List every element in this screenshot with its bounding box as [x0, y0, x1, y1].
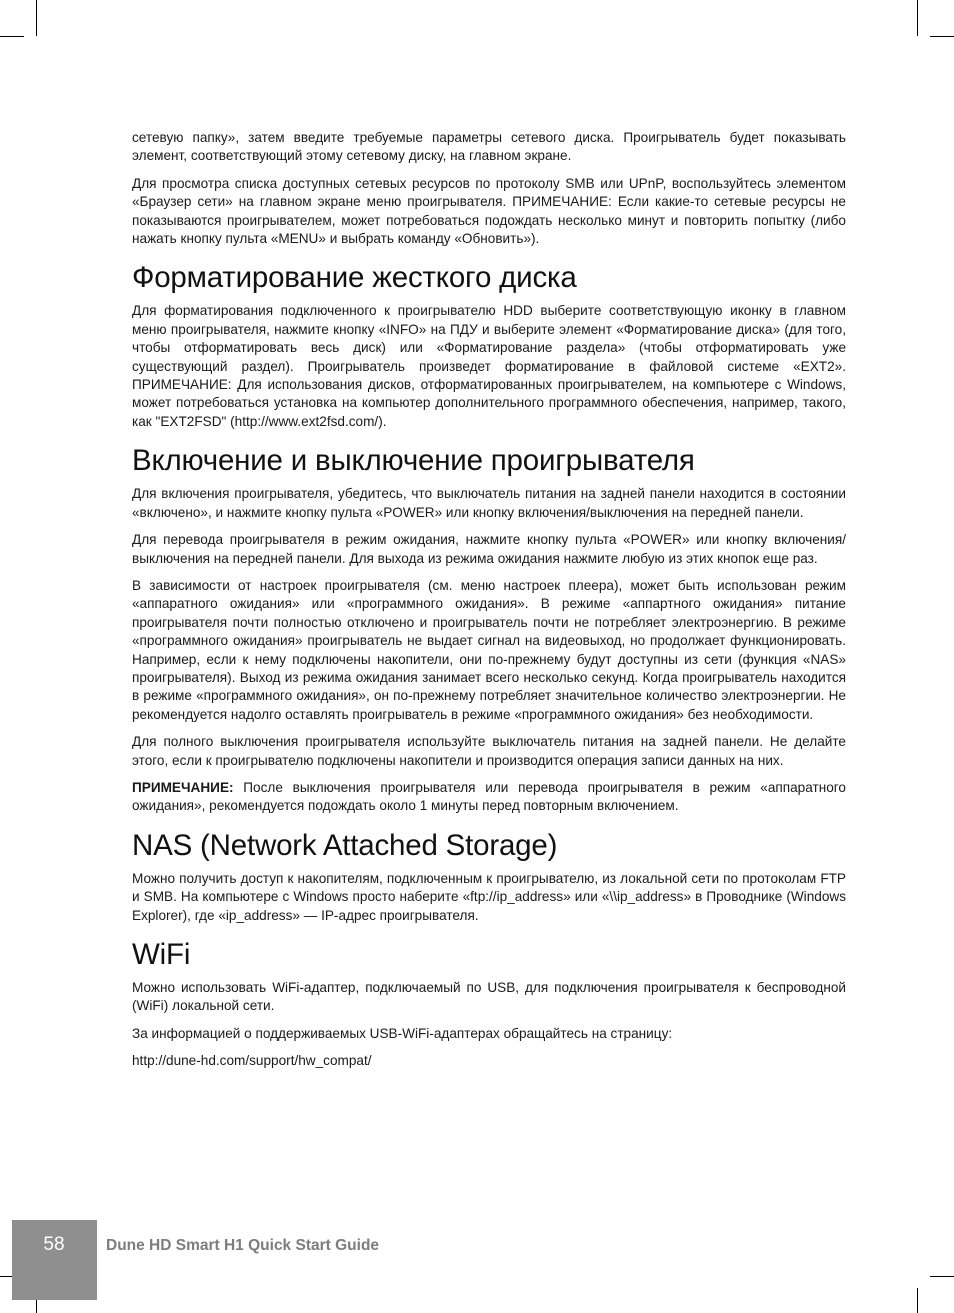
section-heading-nas: NAS (Network Attached Storage) [132, 828, 558, 862]
page-content [132, 129, 846, 1080]
paragraph: Можно получить доступ к накопителям, подключенным к проигрывателю, из локальной сети по протоколам FTP и SMB. На компьютере с Windows просто наберите «ftp://ip_address» или «\\ip_address» в Проводнике (Windows Explorer), где «ip_address» — IP-адрес проигрывателя. [132, 870, 846, 923]
note-label: ПРИМЕЧАНИЕ: [132, 779, 234, 795]
paragraph: За информацией о поддерживаемых USB-WiFi-адаптерах обращайтесь на страницу: [132, 1025, 673, 1041]
paragraph: сетевую папку», затем введите требуемые параметры сетевого диска. Проигрыватель будет показывать элемент, соответствующий этому сетевому диску, на главном экране. [132, 130, 846, 164]
support-url: http://dune-hd.com/support/hw_compat/ [132, 1053, 372, 1069]
crop-mark [917, 0, 918, 36]
note-text: После выключения проигрывателя или перевода проигрывателя в режим «аппаратного ожидания», рекомендуется подождать около 1 минуты перед повторным включением. [132, 779, 846, 814]
page-number-box [12, 1220, 97, 1300]
section-heading-power: Включение и выключение проигрывателя [132, 444, 695, 478]
crop-mark [0, 36, 24, 37]
crop-mark [917, 1288, 918, 1313]
paragraph: Для форматирования подключенного к проигрывателю HDD выберите соответствующую иконку в главном меню проигрывателя, нажмите кнопку «INFO» на ПДУ и выберите элемент «Форматирование диска» (для того, чтобы отформатировать весь диск) или «Форматирование раздела» (чтобы отформатировать уже существующий раздел). Проигрыватель произведет форматирование в файловой системе «EXT2». ПРИМЕЧАНИЕ: Для использования дисков, отформатированных проигрывателем, на компьютере с Windows, может потребоваться установка на компьютер дополнительного программного обеспечения, например, такого, как "EXT2FSD" (http://www.ext2fsd.com/). [132, 303, 846, 429]
section-heading-format: Форматирование жесткого диска [132, 261, 577, 295]
section-heading-wifi: WiFi [132, 938, 191, 971]
crop-mark [930, 36, 954, 37]
paragraph: Можно использовать WiFi-адаптер, подключаемый по USB, для подключения проигрывателя к беспроводной (WiFi) локальной сети. [132, 980, 846, 1014]
paragraph: Для полного выключения проигрывателя используйте выключатель питания на задней панели. Не делайте этого, если к проигрывателю подключены накопители и производится операция записи данных на них. [132, 734, 846, 768]
page-number: 58 [43, 1234, 65, 1255]
crop-mark [36, 0, 37, 36]
paragraph: Для просмотра списка доступных сетевых ресурсов по протоколу SMB или UPnP, воспользуйтесь элементом «Браузер сети» на главном экране меню проигрывателя. ПРИМЕЧАНИЕ: Если какие-то сетевые ресурсы не показываются проигрывателем, может потребоваться подождать несколько минут и повторить попытку (либо нажать кнопку пульта «MENU» и выбрать команду «Обновить»). [132, 175, 846, 247]
paragraph: Для включения проигрывателя, убедитесь, что выключатель питания на задней панели находится в состоянии «включено», и нажмите кнопку пульта «POWER» или кнопку включения/выключения на передней панели. [132, 486, 846, 520]
paragraph: В зависимости от настроек проигрывателя (см. меню настроек плеера), может быть использован режим «аппаратного ожидания» или «программного ожидания». В режиме «аппартного ожидания» питание проигрывателя почти полностью отключено и проигрыватель почти не потребляет электроэнергию. В режиме «программного ожидания» проигрыватель не выдает сигнал на видеовыход, но продолжает функционировать. Например, если к нему подключены накопители, они по-прежнему будут доступны из сети (функция «NAS» проигрывателя). Выход из режима ожидания занимает всего несколько секунд. Когда проигрыватель находится в режиме «программного ожидания», он по-прежнему потребляет значительное количество электроэнергии. Не рекомендуется надолго оставлять проигрыватель в режиме «программного ожидания» без необходимости. [132, 577, 846, 722]
paragraph: Для перевода проигрывателя в режим ожидания, нажмите кнопку пульта «POWER» или кнопку включения/выключения на передней панели. Для выхода из режима ожидания нажмите любую из этих кнопок еще раз. [132, 532, 846, 566]
crop-mark [930, 1276, 954, 1277]
footer-guide-title: Dune HD Smart H1 Quick Start Guide [106, 1237, 380, 1254]
note-paragraph [132, 779, 846, 816]
